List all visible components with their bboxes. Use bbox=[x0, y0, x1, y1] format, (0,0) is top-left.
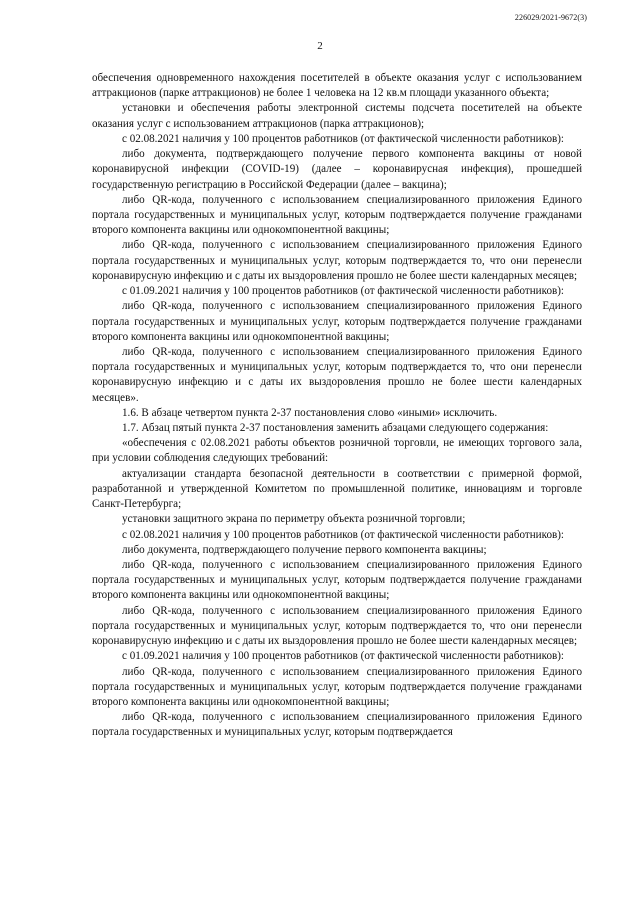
paragraph: обеспечения одновременного нахождения посетителей в объекте оказания услуг с использованием аттракционов (парке аттракционов) не более 1 человека на 12 кв.м площади указанного объекта; bbox=[92, 72, 582, 100]
paragraph: с 02.08.2021 наличия у 100 процентов работников (от фактической численности работников): bbox=[122, 132, 565, 145]
paragraph: «обеспечения с 02.08.2021 работы объектов розничной торговли, не имеющих торгового зала, при условии соблюдения следующих требований: bbox=[92, 437, 582, 465]
paragraph: либо QR-кода, полученного с использованием специализированного приложения Единого портала государственных и муниципальных услуг, которым подтверждается получение гражданами второго компонента вакцины или однокомпонентной вакцины; bbox=[92, 193, 582, 237]
paragraph: актуализации стандарта безопасной деятельности в соответствии с примерной формой, разработанной и утвержденной Комитетом по промышленной политике, инновациям и торговле Санкт-Петербурга; bbox=[92, 467, 582, 511]
paragraph: либо QR-кода, полученного с использованием специализированного приложения Единого портала государственных и муниципальных услуг, которым подтверждается получение гражданами второго компонента вакцины или однокомпонентной вакцины; bbox=[92, 665, 582, 708]
paragraph: с 01.09.2021 наличия у 100 процентов работников (от фактической численности работников): bbox=[122, 285, 565, 298]
paragraph: либо QR-кода, полученного с использованием специализированного приложения Единого портала государственных и муниципальных услуг, которым подтверждается то, что они перенесли коронавирусную инфекцию и с даты их выздоровления прошло не более шести календарных месяцев; bbox=[92, 239, 582, 282]
paragraph: либо документа, подтверждающего получение первого компонента вакцины; bbox=[122, 543, 487, 556]
document-id: 226029/2021-9672(3) bbox=[514, 13, 587, 22]
paragraph: 1.6. В абзаце четвертом пункта 2-37 постановления слово «иными» исключить. bbox=[122, 406, 498, 419]
paragraph: либо QR-кода, полученного с использованием специализированного приложения Единого портала государственных и муниципальных услуг, которым подтверждается то, что они перенесли коронавирусную инфекцию и с даты их выздоровления прошло не более шести календарных месяцев; bbox=[92, 604, 582, 648]
paragraph: с 01.09.2021 наличия у 100 процентов работников (от фактической численности работников): bbox=[122, 650, 565, 663]
paragraph: либо QR-кода, полученного с использованием специализированного приложения Единого портала государственных и муниципальных услуг, которым подтверждается то, что они перенесли коронавирусную инфекцию и с даты их выздоровления прошло не более шести календарных месяцев». bbox=[92, 345, 582, 404]
paragraph: установки и обеспечения работы электронной системы подсчета посетителей на объекте оказания услуг с использованием аттракционов (парка аттракционов); bbox=[92, 102, 582, 130]
paragraph: либо документа, подтверждающего получение первого компонента вакцины от новой коронавирусной инфекции (COVID-19) (далее – коронавирусная инфекция), прошедшей государственную регистрацию в Российской Федерации (далее – вакцина); bbox=[92, 148, 582, 191]
document-body bbox=[92, 71, 582, 741]
paragraph: с 02.08.2021 наличия у 100 процентов работников (от фактической численности работников): bbox=[122, 528, 565, 541]
paragraph: либо QR-кода, полученного с использованием специализированного приложения Единого портала государственных и муниципальных услуг, которым подтверждается bbox=[92, 711, 582, 739]
paragraph: либо QR-кода, полученного с использованием специализированного приложения Единого портала государственных и муниципальных услуг, которым подтверждается получение гражданами второго компонента вакцины или однокомпонентной вакцины; bbox=[92, 559, 582, 602]
paragraph: установки защитного экрана по периметру объекта розничной торговли; bbox=[122, 513, 466, 526]
paragraph: либо QR-кода, полученного с использованием специализированного приложения Единого портала государственных и муниципальных услуг, которым подтверждается получение гражданами второго компонента вакцины или однокомпонентной вакцины; bbox=[92, 300, 582, 343]
page-number: 2 bbox=[317, 40, 323, 52]
paragraph: 1.7. Абзац пятый пункта 2-37 постановления заменить абзацами следующего содержания: bbox=[122, 422, 549, 435]
